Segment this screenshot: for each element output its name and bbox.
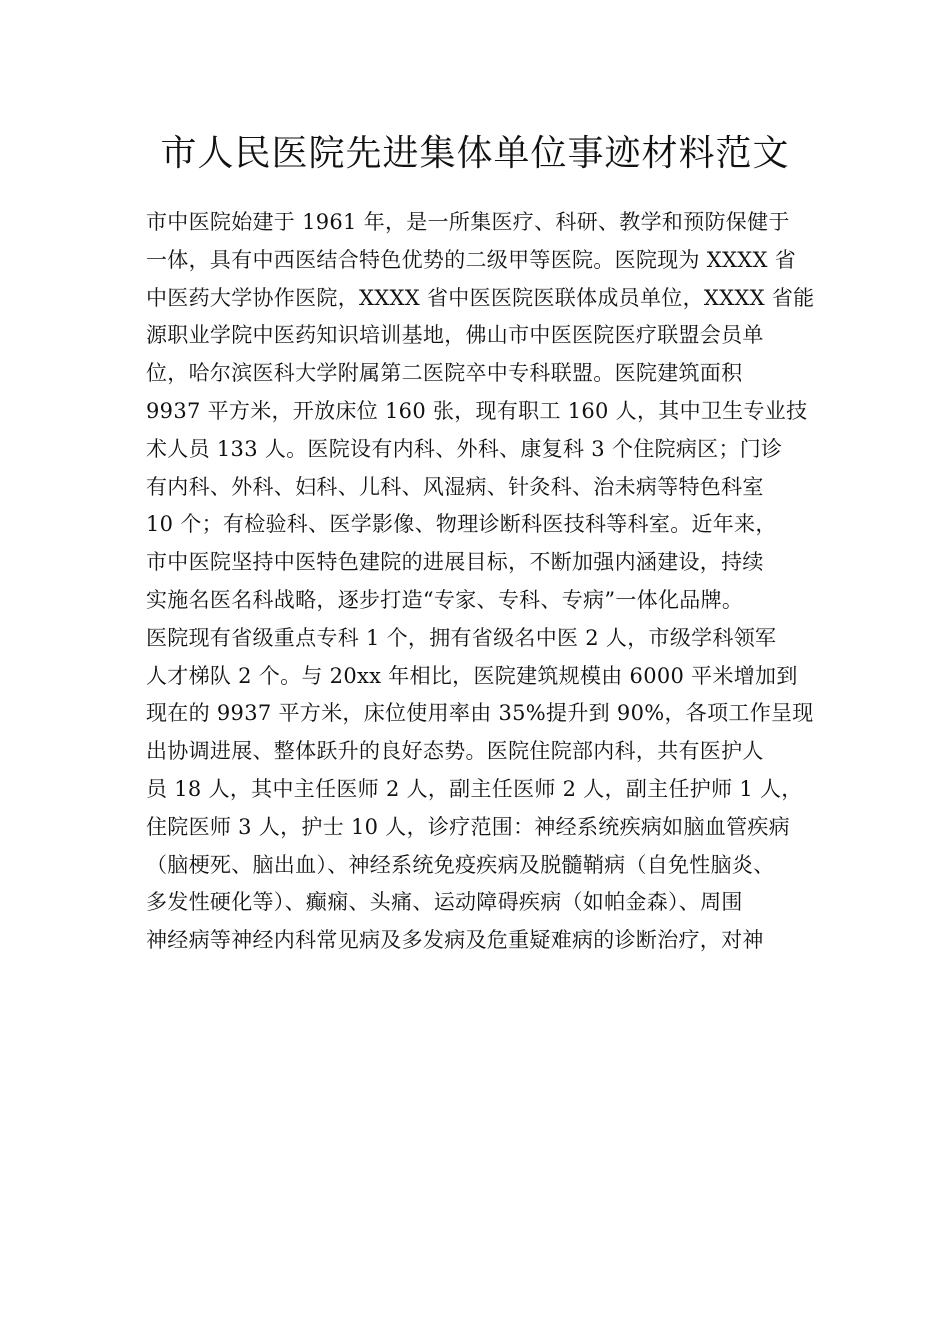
body-line: 出协调进展、整体跃升的良好态势。医院住院部内科，共有医护人 <box>146 739 764 764</box>
body-line: 多发性硬化等）、癫痫、头痛、运动障碍疾病（如帕金森）、周围 <box>146 890 743 915</box>
body-line: 一体，具有中西医结合特色优势的二级甲等医院。医院现为 XXXX 省 <box>146 247 797 272</box>
body-line: 员 18 人，其中主任医师 2 人，副主任医师 2 人，副主任护师 1 人， <box>146 776 803 801</box>
body-line: 源职业学院中医药知识培训基地，佛山市中医医院医疗联盟会员单 <box>146 323 764 348</box>
body-line: （脑梗死、脑出血）、神经系统免疫疾病及脱髓鞘病（自免性脑炎、 <box>146 852 775 877</box>
body-line: 市中医院坚持中医特色建院的进展目标，不断加强内涵建设，持续 <box>146 550 764 575</box>
body-line: 人才梯队 2 个。与 20xx 年相比，医院建筑规模由 6000 平米增加到 <box>146 663 798 688</box>
body-line: 中医药大学协作医院，XXXX 省中医医院医联体成员单位，XXXX 省能 <box>146 285 815 310</box>
body-line: 9937 平方米，开放床位 160 张，现有职工 160 人，其中卫生专业技 <box>146 398 808 423</box>
body-line: 实施名医名科战略，逐步打造“专家、专科、专病”一体化品牌。 <box>146 587 744 612</box>
body-line: 医院现有省级重点专科 1 个，拥有省级名中医 2 人，市级学科领军 <box>146 625 777 650</box>
document-body <box>146 204 826 960</box>
body-line: 市中医院始建于 1961 年，是一所集医疗、科研、教学和预防保健于 <box>146 210 790 234</box>
body-line: 神经病等神经内科常见病及多发病及危重疑难病的诊断治疗，对神 <box>146 928 764 953</box>
document-title: 市人民医院先进集体单位事迹材料范文 <box>160 133 790 174</box>
body-line: 现在的 9937 平方米，床位使用率由 35%提升到 90%，各项工作呈现 <box>146 701 814 726</box>
body-line: 住院医师 3 人，护士 10 人，诊疗范围：神经系统疾病如脑血管疾病 <box>146 814 790 839</box>
body-line: 位，哈尔滨医科大学附属第二医院卒中专科联盟。医院建筑面积 <box>146 361 743 386</box>
body-line: 有内科、外科、妇科、儿科、风湿病、针灸科、治未病等特色科室 <box>146 474 764 499</box>
body-line: 10 个；有检验科、医学影像、物理诊断科医技科等科室。近年来， <box>146 512 777 537</box>
body-line: 术人员 133 人。医院设有内科、外科、康复科 3 个住院病区；门诊 <box>146 436 783 461</box>
